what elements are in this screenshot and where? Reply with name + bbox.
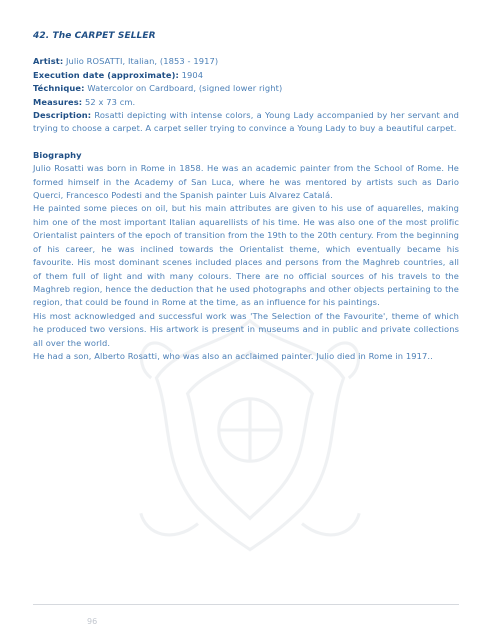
technique-row bbox=[33, 82, 459, 95]
biography-text bbox=[33, 162, 459, 363]
biography-paragraph: He painted some pieces on oil, but his main attributes are given to his use of aquarelles, making him one of the most important Italian aquarellists of his time. He was also one of the most prolific Orientalist painters of the epoch of transition from the 19th to the 20th century. From the beginning of his career, he was inclined towards the Orientalist theme, which eventually became his favourite. His most dominant scenes included places and persons from the Maghreb countries, all of them full of light and with many colours. There are no official sources of his travels to the Maghreb region, hence the deduction that he used photographs and other objects pertaining to the region, that could be found in Rome at the time, as an influence for his paintings. bbox=[33, 203, 459, 308]
date-row bbox=[33, 69, 459, 82]
description-value: Rosatti depicting with intense colors, a Young Lady accompanied by her servant and trying to choose a carpet. A carpet seller trying to convince a Young Lady to buy a beautiful carpet. bbox=[33, 110, 459, 134]
measures-value: 52 x 73 cm. bbox=[84, 96, 136, 107]
biography-heading: Biography bbox=[33, 149, 82, 160]
description-row bbox=[33, 109, 459, 136]
artist-row bbox=[33, 55, 459, 68]
biography-paragraph: Julio Rosatti was born in Rome in 1858. He was an academic painter from the School of Rome. He formed himself in the Academy of San Luca, where he was mentored by artists such as Dario Querci, Francesco Podesti and the Spanish painter Luis Alvarez Catalá. bbox=[33, 163, 459, 201]
artist-value: Julio ROSATTI, Italian, (1853 - 1917) bbox=[66, 56, 219, 67]
date-label: Execution date (approximate): bbox=[33, 69, 179, 80]
artist-label: Artist: bbox=[33, 56, 64, 67]
artwork-entry bbox=[33, 30, 459, 363]
entry-title: 42. The CARPET SELLER bbox=[33, 31, 156, 41]
description-label: Description: bbox=[33, 110, 92, 121]
measures-label: Measures: bbox=[33, 96, 83, 107]
technique-label: Téchnique: bbox=[33, 83, 85, 94]
biography-paragraph: His most acknowledged and successful work was 'The Selection of the Favourite', theme of which he produced two versions. His artwork is present in museums and in public and private collections all over the world. bbox=[33, 310, 459, 348]
page-number: 96 bbox=[87, 617, 98, 626]
biography-paragraph: He had a son, Alberto Rosatti, who was also an acclaimed painter. Julio died in Rome in 1917.. bbox=[33, 350, 433, 361]
technique-value: Watercolor on Cardboard, (signed lower right) bbox=[87, 83, 283, 94]
date-value: 1904 bbox=[181, 69, 204, 80]
footer-divider bbox=[33, 604, 459, 605]
measures-row bbox=[33, 96, 459, 109]
